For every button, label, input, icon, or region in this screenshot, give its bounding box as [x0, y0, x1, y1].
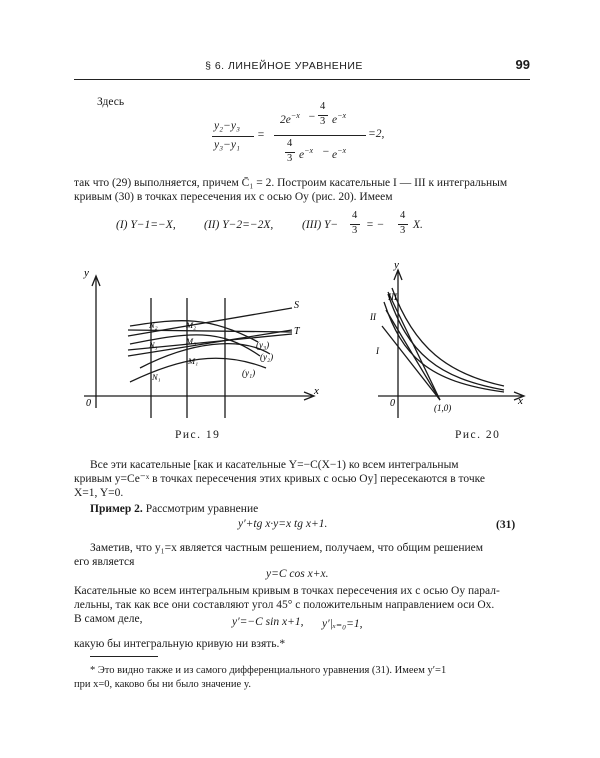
footnote-rule [90, 656, 158, 657]
paragraph-4-line-1: Касательные ко всем интегральным кривым в точках пересечения их с осью Oy парал- [74, 585, 500, 597]
lhs-denominator: y₃−y₁ [214, 139, 240, 151]
fig19-label-M1: M₁ [188, 356, 199, 366]
tangent-II: (II) Y−2=−2X, [204, 219, 274, 231]
fig20-tangent-I [382, 326, 440, 400]
footnote-line-1: * Это видно также и из самого дифференциального уравнения (31). Имеем y′=1 [90, 665, 447, 676]
footnote-line-2: при x=0, каково бы ни было значение y. [74, 679, 252, 690]
rhs-den-three: 3 [287, 153, 293, 164]
fig19-label-y3: (y₃) [256, 340, 270, 350]
tangent-III-x: X. [413, 219, 423, 231]
paragraph-2-line-1: Все эти касательные [как и касательные Y=−C(X−1) ко всем интегральным [90, 459, 459, 471]
rhs-den-e: $e^{-x}$ [299, 146, 314, 161]
rhs-fraction-bar [274, 135, 366, 136]
equals-two: =2, [368, 128, 385, 140]
paragraph-3-line-2: его является [74, 556, 135, 568]
tangent-III-four: 4 [352, 210, 358, 221]
word-zdes: Здесь [97, 96, 125, 108]
tangent-III-three: 3 [352, 225, 358, 236]
fig19-label-origin: 0 [86, 398, 91, 409]
rhs-num-e: $e^{-x}$ [332, 111, 347, 126]
tangent-I: (I) Y−1=−X, [116, 219, 176, 231]
tangent-III-four-2: 4 [400, 210, 406, 221]
rhs-num-three: 3 [320, 116, 326, 127]
paragraph-3-line-1: Заметив, что y₁=x является частным решением, получаем, что общим решением [90, 542, 484, 554]
fig20-label-II: II [370, 312, 376, 322]
example-2-text: Рассмотрим уравнение [145, 503, 259, 515]
fig19-label-N1: N₁ [152, 372, 161, 382]
fig19-label-M3: M₃ [186, 336, 197, 346]
fig20-tangent-III [386, 310, 440, 400]
equation-general: y=C cos x+x. [266, 568, 329, 580]
tangent-III-three-2: 3 [400, 225, 406, 236]
paragraph-2-line-3: X=1, Y=0. [74, 487, 124, 499]
rhs-num-2e: $2e^{-x}$ [280, 111, 300, 126]
equation-derivative-at-zero: y′|ₓ₌₀=1, [322, 618, 363, 630]
fig19-label-N2: N₂ [149, 320, 158, 330]
paragraph-2-line-2: кривым y=Ce⁻ˣ в точках пересечения этих кривых с осью Oy] пересекаются в точке [74, 473, 486, 485]
fig19-label-y2: (y₂) [260, 352, 274, 362]
tangent-III-lhs: (III) Y− [302, 219, 339, 231]
equation-31: y′+tg x·y=x tg x+1. [238, 518, 328, 530]
fig20-label-x: x [518, 395, 523, 407]
fig19-label-y1: (y₁) [242, 368, 256, 378]
caption-figure-20: Рис. 20 [455, 429, 501, 441]
fig19-label-S: S [294, 300, 299, 311]
fig20-label-III: III [388, 292, 397, 302]
fig19-label-x: x [314, 385, 319, 397]
header-rule [74, 79, 530, 80]
rhs-num-four: 4 [320, 101, 326, 112]
paragraph-1-line-2: кривым (30) в точках пересечения их с осью Oy (рис. 20). Имеем [74, 191, 393, 203]
figure-20 [358, 258, 530, 430]
fig20-label-point: (1,0) [434, 403, 452, 413]
page-number: 99 [515, 57, 530, 72]
caption-figure-19: Рис. 19 [175, 429, 221, 441]
rhs-den-e2: $e^{-x}$ [332, 146, 347, 161]
lhs-fraction-bar [212, 136, 254, 137]
running-header-title: § 6. ЛИНЕЙНОЕ УРАВНЕНИЕ [205, 60, 363, 72]
fig19-label-M2: M₂ [186, 320, 197, 330]
rhs-num-minus: − [308, 111, 316, 123]
equation-derivative: y′=−C sin x+1, [232, 616, 304, 628]
lhs-numerator: y₂−y₃ [214, 120, 240, 132]
fig20-label-I: I [376, 346, 379, 356]
example-2-label: Пример 2. [90, 503, 143, 515]
rhs-den-four: 4 [287, 138, 293, 149]
paragraph-1-line-1: так что (29) выполняется, причем C̄₁ = 2. Построим касательные I — III к интегральным [74, 177, 508, 189]
tangent-III-eq: = − [366, 219, 385, 231]
fig20-curve-1 [384, 302, 504, 392]
fig19-label-T: T [294, 326, 300, 337]
paragraph-4-line-3: В самом деле, [74, 613, 143, 625]
fig20-label-origin: 0 [390, 398, 395, 409]
equation-31-number: (31) [496, 519, 516, 531]
paragraph-5: какую бы интегральную кривую ни взять.* [74, 638, 286, 650]
fig19-label-y: y [84, 267, 89, 279]
figure-19 [70, 258, 330, 430]
fig19-label-N3: N₃ [149, 340, 158, 350]
fig20-label-y: y [394, 259, 399, 271]
paragraph-4-line-2: лельны, так как все они составляют угол 45° с положительным направлением оси Ox. [74, 599, 495, 611]
rhs-den-minus: − [322, 146, 330, 158]
fig20-tangent-II [388, 292, 440, 400]
example-2 [90, 502, 258, 516]
